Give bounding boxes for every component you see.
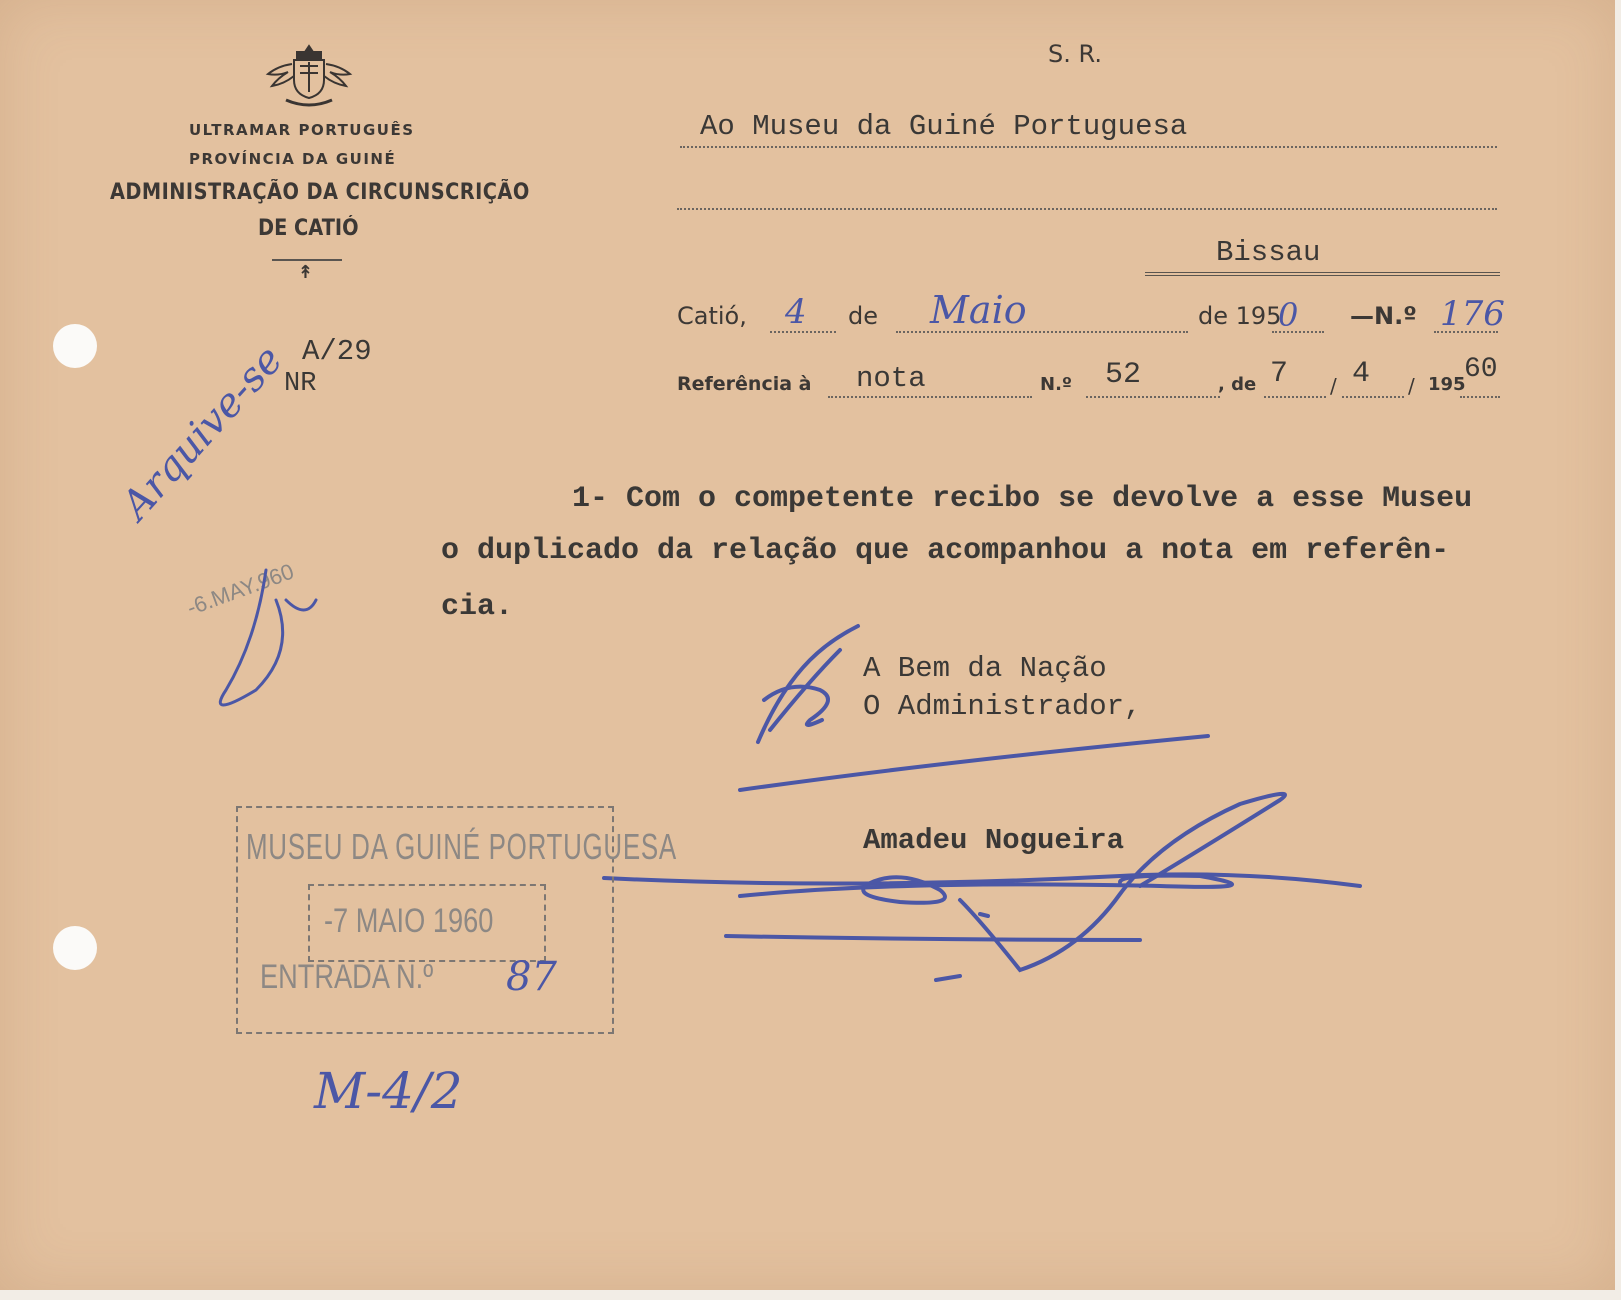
reference-rule: [1264, 396, 1326, 398]
reference-label: Referência à: [677, 373, 812, 395]
year-digit: 0: [1278, 296, 1299, 334]
letter-number: 176: [1440, 294, 1505, 334]
reference-date-label: , de: [1218, 374, 1257, 395]
closing-line-1: A Bem da Nação: [863, 652, 1107, 685]
date-rule: [1272, 331, 1324, 333]
addressee-line-1: Ao Museu da Guiné Portuguesa: [700, 110, 1188, 143]
margin-initials: [196, 560, 346, 730]
letterhead-line-1: ULTRAMAR PORTUGUÊS: [189, 121, 415, 139]
service-mark: S. R.: [1048, 40, 1102, 68]
reference-year-printed: 195: [1428, 374, 1466, 395]
entry-stamp-date: -7 MAIO 1960: [324, 902, 494, 940]
reference-code: A/29: [302, 335, 372, 368]
reference-type: nota: [856, 362, 926, 395]
body-line-2: o duplicado da relação que acompanhou a nota em referên-: [441, 534, 1450, 568]
reference-month: 4: [1352, 357, 1371, 391]
addressee-city: Bissau: [1216, 236, 1321, 269]
address-rule: [677, 208, 1497, 210]
reference-year-typed: 60: [1464, 354, 1498, 385]
margin-archive-note: Arquive-se: [112, 336, 292, 529]
entry-stamp-date-box: [308, 884, 546, 962]
reference-rule: [1342, 396, 1404, 398]
body-line-1: 1- Com o competente recibo se devolve a esse Museu: [572, 482, 1473, 516]
place-label: Catió,: [677, 302, 747, 330]
date-month: Maio: [930, 288, 1027, 332]
address-rule: [1145, 272, 1500, 276]
reference-day: 7: [1270, 357, 1289, 391]
initials-mark: [750, 620, 870, 750]
reference-rule: [1460, 396, 1500, 398]
body-line-3: cia.: [441, 590, 514, 624]
reference-code-2: NR: [284, 369, 317, 399]
address-rule: [680, 146, 1497, 148]
file-code: M-4/2: [314, 1062, 463, 1120]
entry-stamp-title: MUSEU DA GUINÉ PORTUGUESA: [246, 826, 677, 867]
entry-stamp-label: ENTRADA N.º: [260, 958, 434, 996]
reference-rule: [1086, 396, 1220, 398]
punch-hole: [53, 926, 97, 970]
letterhead-rule: [272, 259, 342, 261]
number-label: —N.º: [1350, 302, 1417, 330]
date-day: 4: [785, 292, 807, 332]
entry-stamp: [236, 806, 677, 1034]
year-label: de 195: [1198, 302, 1282, 330]
date-separator: /: [1408, 374, 1415, 398]
de-label: de: [848, 302, 878, 330]
letterhead-ornament: ↟: [298, 262, 314, 283]
reference-number: 52: [1105, 358, 1142, 392]
handwritten-signature: [600, 790, 1380, 1000]
margin-date-stamp: -6.MAY.960: [183, 558, 298, 621]
date-rule: [1434, 331, 1498, 333]
coat-of-arms-icon: [264, 42, 354, 112]
date-rule: [896, 331, 1188, 333]
letterhead-line-4: DE CATIÓ: [258, 216, 359, 241]
reference-rule: [828, 396, 1032, 398]
date-rule: [770, 331, 836, 333]
punch-hole: [53, 324, 97, 368]
closing-line-2: O Administrador,: [863, 690, 1142, 723]
letterhead-line-3: ADMINISTRAÇÃO DA CIRCUNSCRIÇÃO: [110, 180, 530, 205]
signatory-name: Amadeu Nogueira: [863, 824, 1125, 857]
letterhead-line-2: PROVÍNCIA DA GUINÉ: [189, 150, 397, 168]
reference-number-label: N.º: [1040, 374, 1073, 395]
date-separator: /: [1330, 374, 1337, 398]
entry-stamp-number: 87: [506, 954, 557, 1000]
